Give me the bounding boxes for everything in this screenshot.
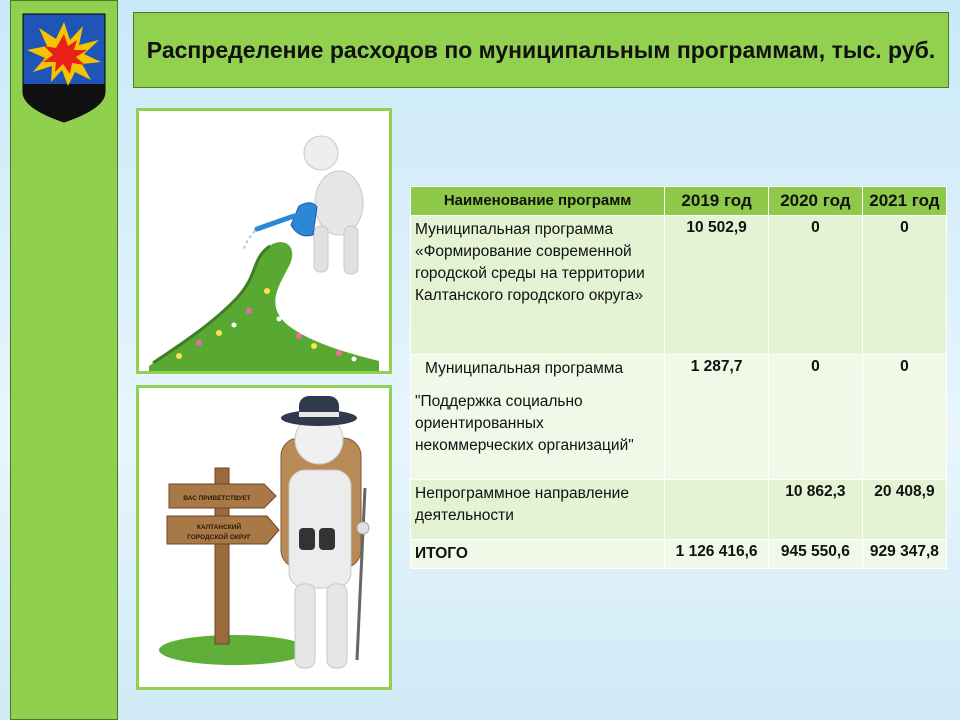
header-program-name: Наименование программ xyxy=(411,187,665,216)
value-2019-cell xyxy=(665,480,769,540)
value-2020-cell: 0 xyxy=(768,355,862,480)
header-2020: 2020 год xyxy=(768,187,862,216)
value-2021-cell: 0 xyxy=(862,355,946,480)
header-2021: 2021 год xyxy=(862,187,946,216)
page-title: Распределение расходов по муниципальным программам, тыс. руб. xyxy=(146,37,936,63)
watering-figure-image xyxy=(139,111,389,371)
budget-table xyxy=(410,186,947,569)
value-2020-cell: 0 xyxy=(768,216,862,355)
program-name-cell: Муниципальная программа «Формирование современной городской среды на территории Калтанского городского округа» xyxy=(411,216,665,355)
value-2021-cell: 20 408,9 xyxy=(862,480,946,540)
table-header-row xyxy=(411,187,947,216)
table-total-row xyxy=(411,540,947,569)
coat-of-arms-emblem xyxy=(21,12,107,124)
total-2020-cell: 945 550,6 xyxy=(768,540,862,569)
value-2019-cell: 10 502,9 xyxy=(665,216,769,355)
value-2019-cell: 1 287,7 xyxy=(665,355,769,480)
sign-text-town: КАЛТАНСКИЙ xyxy=(196,524,242,531)
program-name-cell xyxy=(411,355,665,480)
total-2019-cell: 1 126 416,6 xyxy=(665,540,769,569)
program-name-line2: "Поддержка социально ориентированных некоммерческих организаций" xyxy=(415,393,634,454)
program-name-line1: Муниципальная программа xyxy=(425,360,624,377)
sign-text-district: ГОРОДСКОЙ ОКРУГ xyxy=(187,534,251,541)
value-2021-cell: 0 xyxy=(862,216,946,355)
total-label-cell: ИТОГО xyxy=(411,540,665,569)
table-row xyxy=(411,480,947,540)
watering-path-illustration xyxy=(136,108,392,374)
table-row xyxy=(411,216,947,355)
sign-text-welcome: ВАС ПРИВЕТСТВУЕТ xyxy=(183,495,251,502)
value-2020-cell: 10 862,3 xyxy=(768,480,862,540)
header-2019: 2019 год xyxy=(665,187,769,216)
program-name-cell: Непрограммное направление деятельности xyxy=(411,480,665,540)
total-2021-cell: 929 347,8 xyxy=(862,540,946,569)
table-row xyxy=(411,355,947,480)
title-box xyxy=(133,12,949,88)
hiker-figure-image xyxy=(139,388,389,687)
hiker-signpost-illustration xyxy=(136,385,392,690)
